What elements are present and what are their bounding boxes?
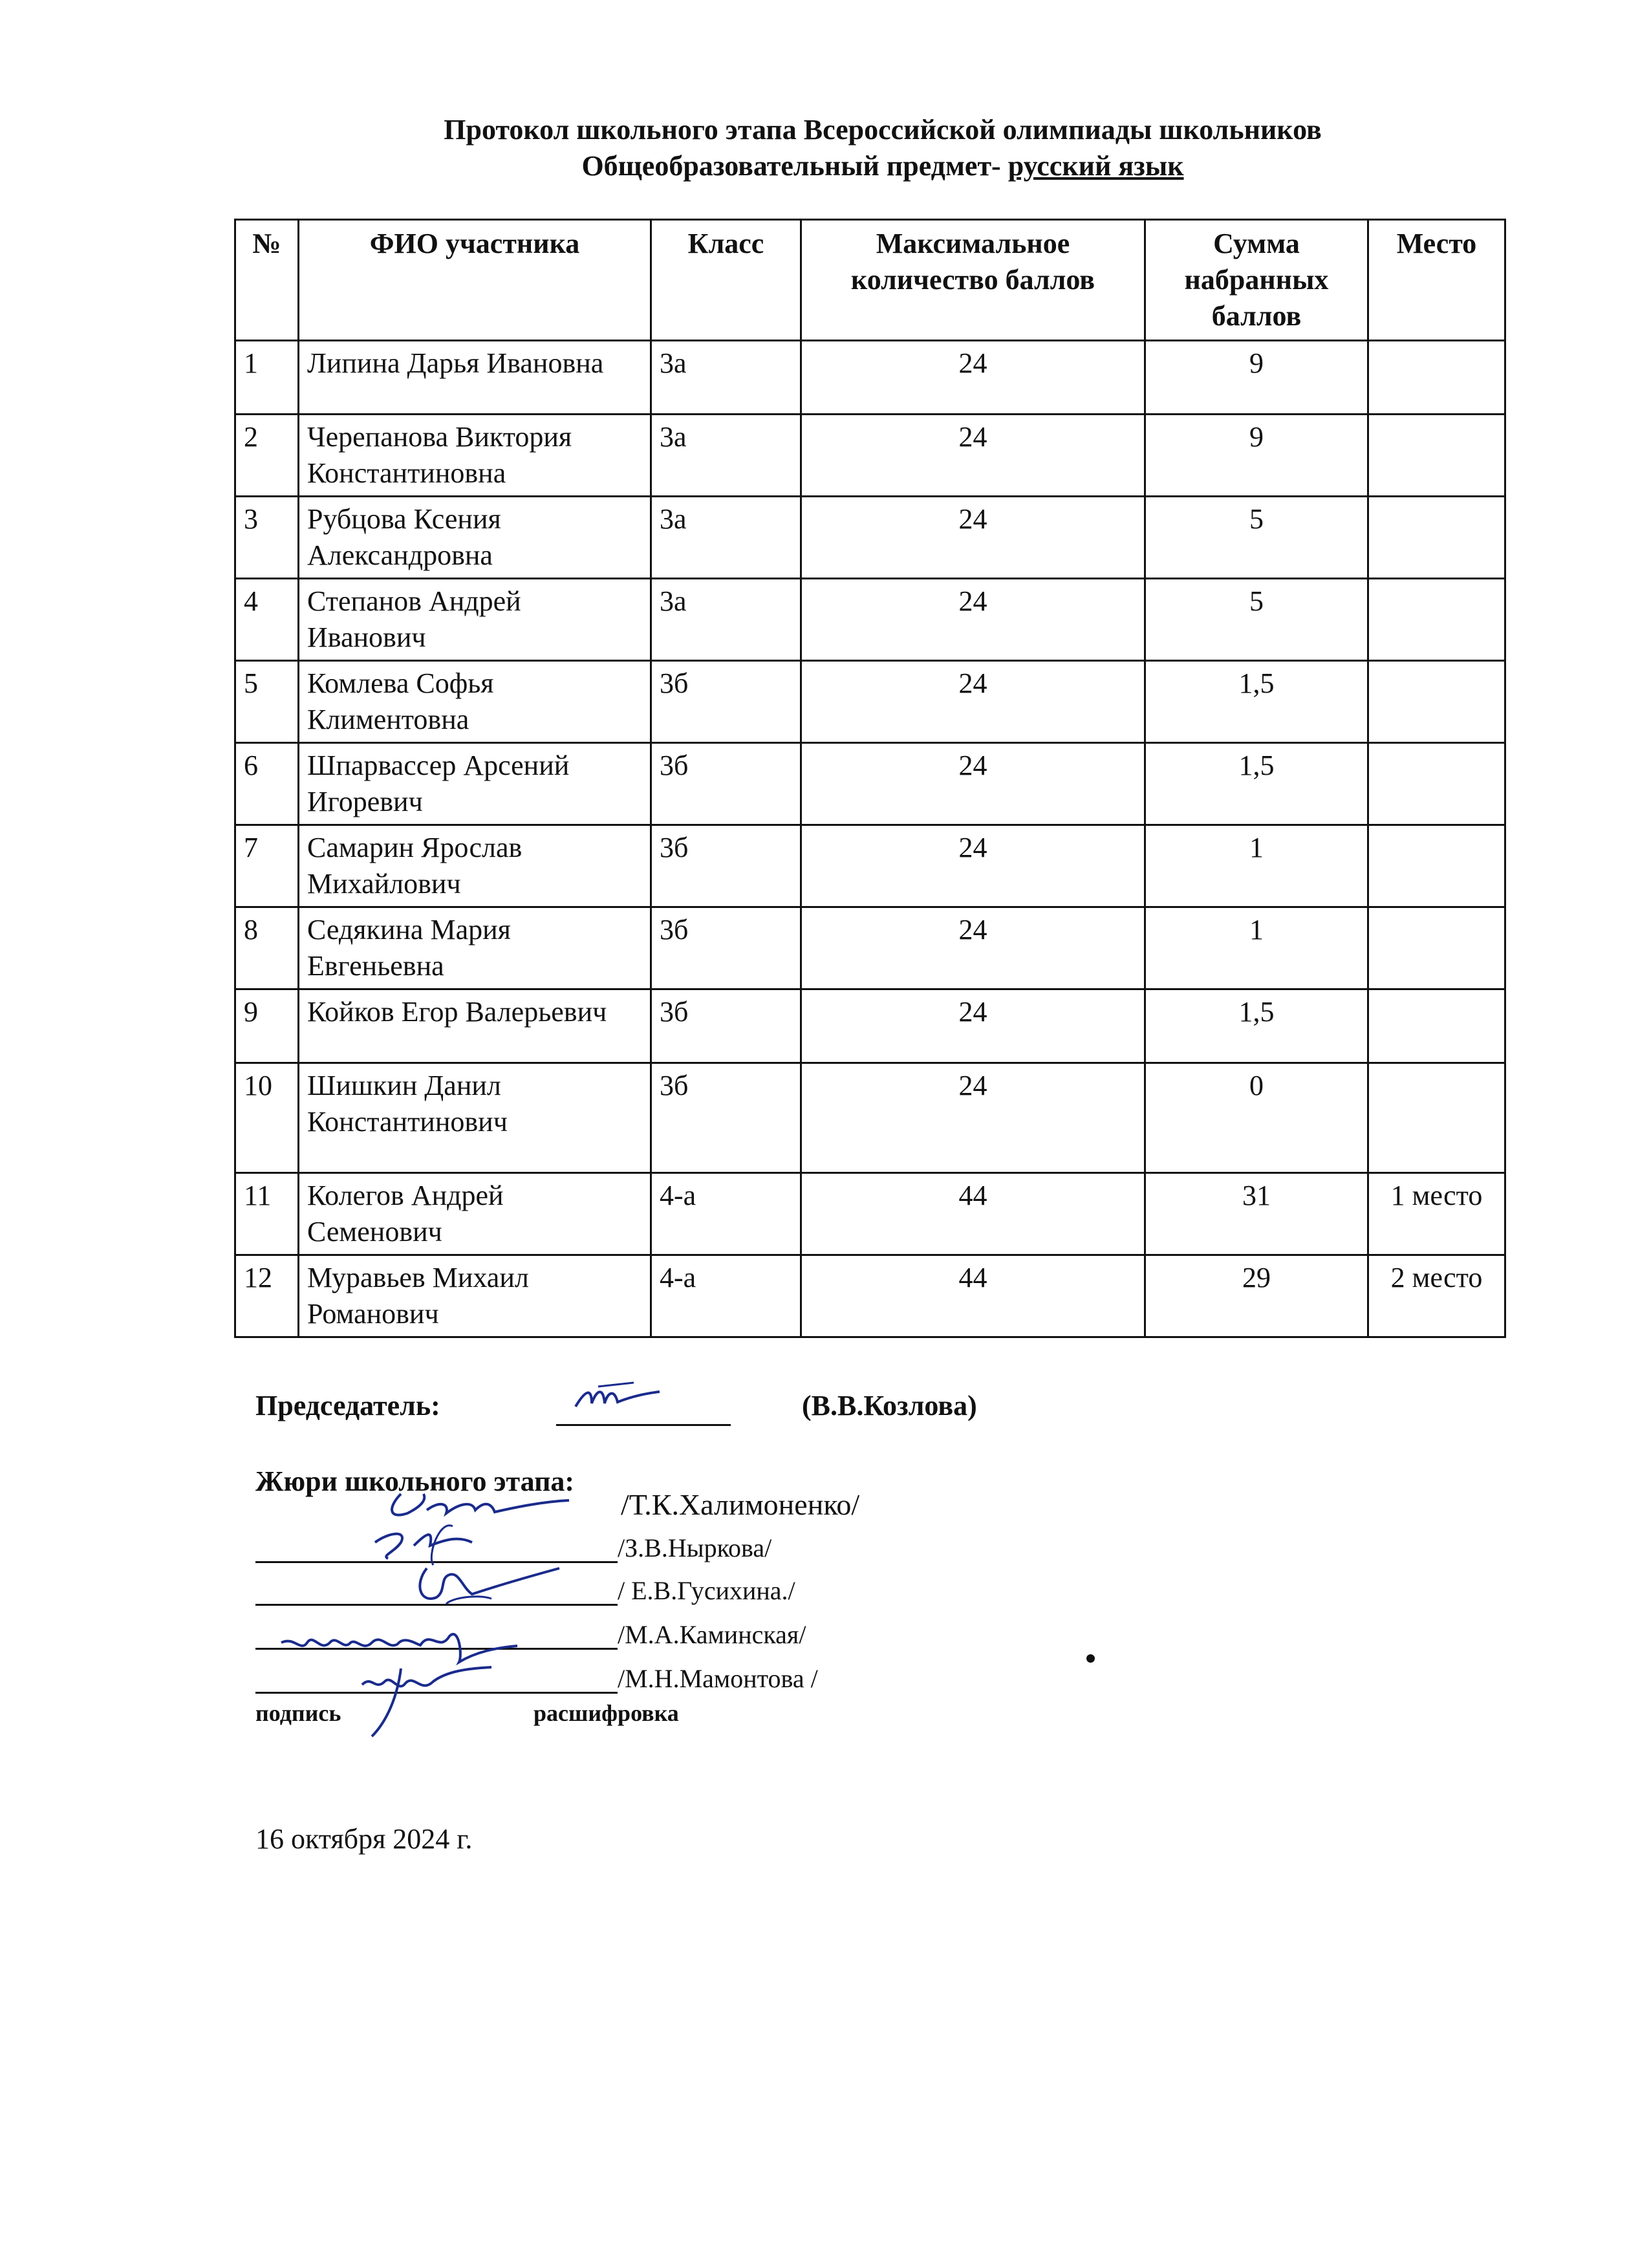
total-score: 9 <box>1145 341 1368 415</box>
col-name: ФИО участника <box>299 220 651 341</box>
participant-class: 3а <box>651 415 801 497</box>
col-place: Место <box>1368 220 1505 341</box>
max-score: 44 <box>801 1255 1145 1337</box>
participant-name: Самарин Ярослав Михайлович <box>299 825 651 907</box>
total-score: 1 <box>1145 825 1368 907</box>
sign-caption: подпись <box>255 1700 341 1726</box>
place <box>1368 825 1505 907</box>
chair-label: Председатель: <box>255 1390 440 1421</box>
col-number: № <box>235 220 299 341</box>
max-score: 24 <box>801 989 1145 1063</box>
row-number: 10 <box>235 1063 299 1173</box>
row-number: 3 <box>235 497 299 579</box>
table-row <box>235 825 1505 907</box>
row-number: 2 <box>235 415 299 497</box>
total-score: 0 <box>1145 1063 1368 1173</box>
place <box>1368 743 1505 825</box>
total-score: 5 <box>1145 579 1368 661</box>
row-number: 6 <box>235 743 299 825</box>
max-score: 24 <box>801 341 1145 415</box>
row-number: 7 <box>235 825 299 907</box>
jury-label: Жюри школьного этапа: <box>255 1465 575 1497</box>
participant-name: Комлева Софья Климентовна <box>299 661 651 743</box>
jury-signature-5 <box>336 1656 530 1740</box>
max-score: 24 <box>801 907 1145 989</box>
decode-caption: расшифровка <box>534 1700 679 1726</box>
subject-line <box>58 149 1649 183</box>
chair-signature <box>572 1377 663 1416</box>
participant-class: 3а <box>651 497 801 579</box>
table-row <box>235 907 1505 989</box>
table-row <box>235 661 1505 743</box>
max-score: 44 <box>801 1173 1145 1255</box>
participant-name: Седякина Мария Евгеньевна <box>299 907 651 989</box>
row-number: 12 <box>235 1255 299 1337</box>
place <box>1368 1063 1505 1173</box>
participant-name: Муравьев Михаил Романович <box>299 1255 651 1337</box>
jury-member-5: /М.Н.Мамонтова / <box>618 1664 818 1693</box>
participant-name: Колегов Андрей Семенович <box>299 1173 651 1255</box>
total-score: 1,5 <box>1145 661 1368 743</box>
max-score: 24 <box>801 661 1145 743</box>
participant-name: Черепанова Виктория Константиновна <box>299 415 651 497</box>
participant-class: 3а <box>651 341 801 415</box>
participant-class: 3б <box>651 989 801 1063</box>
subject-prefix: Общеобразовательный предмет- <box>581 150 1008 182</box>
jury-member-3: / Е.В.Гусихина./ <box>618 1576 795 1605</box>
table-row <box>235 497 1505 579</box>
chair-name: (В.В.Козлова) <box>802 1390 977 1421</box>
participant-class: 3б <box>651 907 801 989</box>
row-number: 9 <box>235 989 299 1063</box>
table-row <box>235 415 1505 497</box>
jury-member-1: /Т.К.Халимоненко/ <box>621 1488 860 1521</box>
place <box>1368 579 1505 661</box>
total-score: 5 <box>1145 497 1368 579</box>
max-score: 24 <box>801 497 1145 579</box>
participant-name: Шишкин Данил Константинович <box>299 1063 651 1173</box>
place <box>1368 415 1505 497</box>
row-number: 8 <box>235 907 299 989</box>
participant-class: 3б <box>651 1063 801 1173</box>
place <box>1368 497 1505 579</box>
jury-member-2: /З.В.Ныркова/ <box>618 1533 772 1562</box>
document-title: Протокол школьного этапа Всероссийской олимпиады школьников <box>444 114 1322 146</box>
chair-signature-line <box>556 1424 731 1426</box>
total-score: 31 <box>1145 1173 1368 1255</box>
participant-name: Рубцова Ксения Александровна <box>299 497 651 579</box>
table-row <box>235 1255 1505 1337</box>
row-number: 11 <box>235 1173 299 1255</box>
participant-class: 4-а <box>651 1255 801 1337</box>
max-score: 24 <box>801 743 1145 825</box>
place <box>1368 341 1505 415</box>
place <box>1368 989 1505 1063</box>
participant-class: 3а <box>651 579 801 661</box>
table-body <box>235 341 1505 1337</box>
total-score: 1,5 <box>1145 989 1368 1063</box>
total-score: 1,5 <box>1145 743 1368 825</box>
jury-signature-3 <box>401 1559 563 1617</box>
max-score: 24 <box>801 1063 1145 1173</box>
document-date: 16 октября 2024 г. <box>255 1823 473 1855</box>
participant-name: Степанов Андрей Иванович <box>299 579 651 661</box>
participant-class: 4-а <box>651 1173 801 1255</box>
total-score: 9 <box>1145 415 1368 497</box>
participant-name: Липина Дарья Ивановна <box>299 341 651 415</box>
table-row <box>235 1063 1505 1173</box>
table-row <box>235 743 1505 825</box>
table-row <box>235 579 1505 661</box>
place: 2 место <box>1368 1255 1505 1337</box>
subject-name: русский язык <box>1008 150 1184 182</box>
row-number: 4 <box>235 579 299 661</box>
place <box>1368 907 1505 989</box>
participant-class: 3б <box>651 661 801 743</box>
row-number: 5 <box>235 661 299 743</box>
max-score: 24 <box>801 579 1145 661</box>
table-row <box>235 1173 1505 1255</box>
participant-class: 3б <box>651 825 801 907</box>
total-score: 29 <box>1145 1255 1368 1337</box>
results-table <box>234 219 1506 1338</box>
col-class: Класс <box>651 220 801 341</box>
place <box>1368 661 1505 743</box>
table-header-row <box>235 220 1505 341</box>
col-max-score: Максимальное количество баллов <box>801 220 1145 341</box>
participant-name: Шпарвассер Арсений Игоревич <box>299 743 651 825</box>
table-row <box>235 989 1505 1063</box>
ink-dot <box>1086 1654 1095 1663</box>
col-score: Сумма набранных баллов <box>1145 220 1368 341</box>
total-score: 1 <box>1145 907 1368 989</box>
max-score: 24 <box>801 825 1145 907</box>
place: 1 место <box>1368 1173 1505 1255</box>
row-number: 1 <box>235 341 299 415</box>
participant-class: 3б <box>651 743 801 825</box>
participant-name: Койков Егор Валерьевич <box>299 989 651 1063</box>
table-row <box>235 341 1505 415</box>
jury-member-4: /М.А.Каминская/ <box>618 1620 806 1649</box>
max-score: 24 <box>801 415 1145 497</box>
